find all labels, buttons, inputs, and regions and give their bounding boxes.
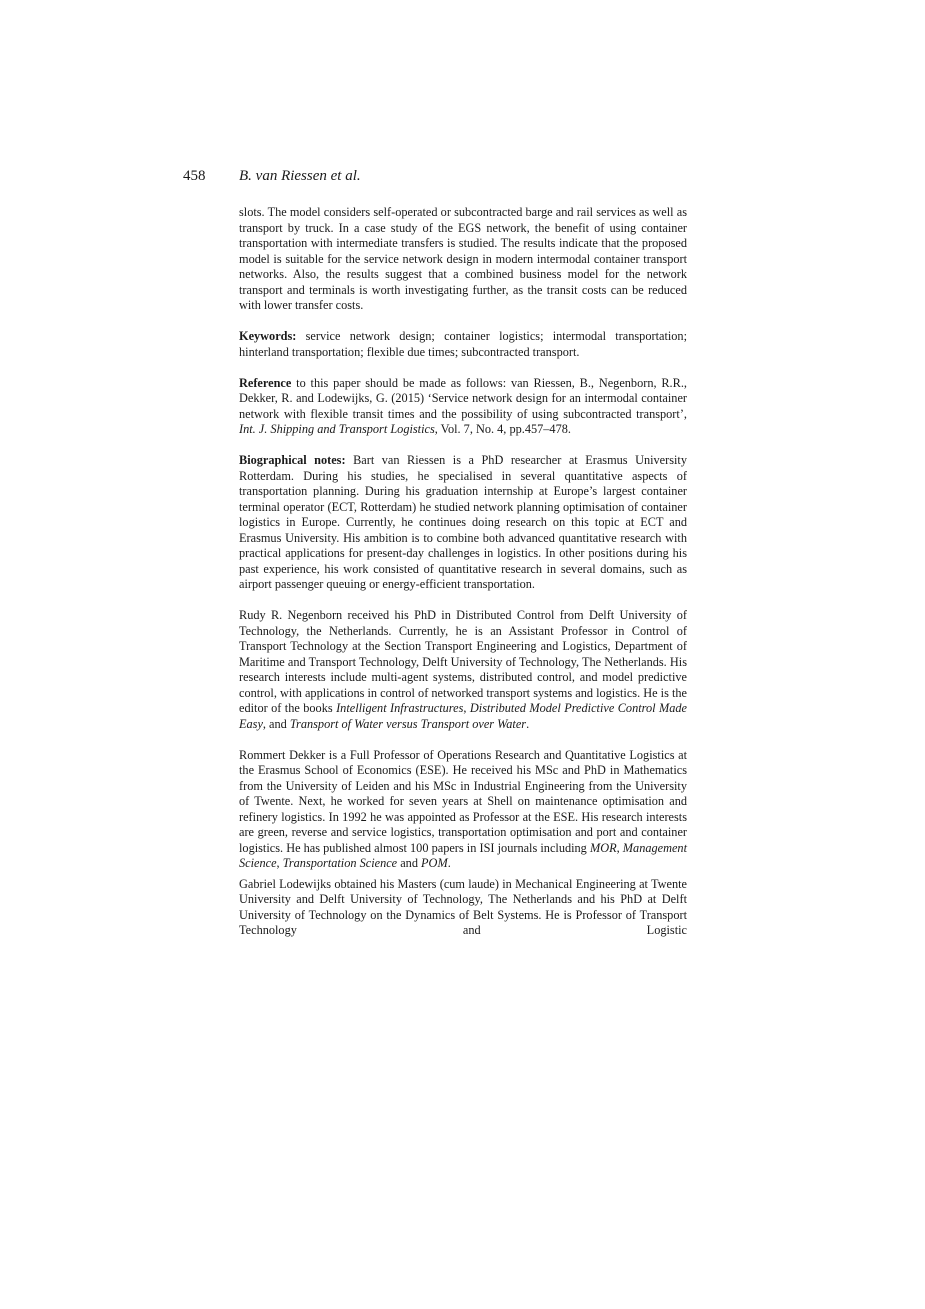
bio-dekker-text: Rommert Dekker is a Full Professor of Operations Research and Quantitative Logistics at the Erasmus School of Economics (ESE). He received his MSc and PhD in Mathematics from the University of Leiden and his MSc in Industrial Engineering from the University of Twente. Next, he worked for seven years at Shell on maintenance optimisation and refinery logistics. In 1992 he was appointed as Professor at the ESE. His research interests are green, reverse and service logistics, transportation optimisation and port and container logistics. He has published almost 100 papers in ISI journals including (239, 747, 687, 855)
bio-riessen-text: Bart van Riessen is a PhD researcher at Erasmus University Rotterdam. During his studies, he specialised in several quantitative aspects of transportation planning. During his graduation internship at Europe’s largest container terminal operator (ECT, Rotterdam) he studied network planning optimisation of container logistics in Europe. Currently, he continues doing research on this topic at ECT and Erasmus University. His ambition is to combine both advanced quantitative research with practical applications for present-day challenges in logistics. In other positions during his past experience, his work consisted of quantitative research in several domains, such as airport passenger queuing or energy-efficient transportation. (239, 453, 687, 591)
abstract-continuation (239, 205, 687, 314)
journal-transportation-science: Transportation Science (282, 856, 398, 870)
book-title-1: Intelligent Infrastructures (336, 701, 464, 715)
page-header (183, 166, 361, 186)
bio-label: Biographical notes: (239, 453, 346, 467)
journal-pom: POM (421, 856, 448, 870)
bio-negenborn-text: Rudy R. Negenborn received his PhD in Distributed Control from Delft University of Technology, the Netherlands. Currently, he is an Assistant Professor in Control of Transport Technology at the Section Transport Engineering and Logistics, Department of Maritime and Transport Technology, Delft University of Technology, The Netherlands. His research interests include multi-agent systems, distributed control, and model predictive control, with applications in control of networked transport systems and logistics. He is the editor of the books (239, 608, 687, 715)
bio-riessen (239, 453, 687, 593)
bio-negenborn (239, 608, 687, 732)
period: . (526, 716, 530, 731)
reference-details: , Vol. 7, No. 4, pp.457–478. (434, 422, 571, 436)
book-title-3: Transport of Water versus Transport over Water (289, 716, 527, 731)
separator: , (463, 701, 470, 715)
keywords-paragraph (239, 329, 687, 360)
body-text (239, 205, 687, 939)
separator: , and (262, 716, 290, 731)
book-title-2: Distributed Model Predictive Control Made Easy (239, 701, 687, 731)
separator: , (616, 840, 623, 855)
separator: and (397, 856, 422, 870)
bio-lodewijks (239, 877, 687, 939)
bio-lodewijks-text: Gabriel Lodewijks obtained his Masters (cum laude) in Mechanical Engineering at Twente University and Delft University of Technology, The Netherlands and his PhD at Delft University of Technology on the Dynamics of Belt Systems. He is Professor of Transport Technology and Logistic (239, 876, 687, 937)
period: . (447, 856, 451, 870)
reference-paragraph (239, 376, 687, 438)
abstract-text: slots. The model considers self-operated or subcontracted barge and rail services as well as transport by truck. In a case study of the EGS network, the benefit of using container transportation with intermediate transfers is studied. The results indicate that the proposed model is suitable for the service network design in modern intermodal container transport networks. Also, the results suggest that a combined business model for the network transport and terminals is worth investigating further, as the transit costs can be reduced with lower transfer costs. (239, 205, 687, 312)
bio-dekker (239, 748, 687, 872)
journal-management-science: Management Science (239, 840, 687, 870)
reference-journal: Int. J. Shipping and Transport Logistics (239, 422, 435, 436)
journal-mor: MOR (589, 840, 617, 855)
page-number: 458 (183, 168, 206, 184)
keywords-text: service network design; container logistics; intermodal transportation; hinterland transportation; flexible due times; subcontracted transport. (239, 329, 687, 359)
reference-label: Reference (239, 375, 292, 390)
keywords-label: Keywords: (239, 329, 297, 343)
running-head: B. van Riessen et al. (239, 168, 361, 184)
separator: , (276, 856, 283, 870)
reference-text: to this paper should be made as follows: van Riessen, B., Negenborn, R.R., Dekker, R. and Lodewijks, G. (2015) ‘Service network design for an intermodal container network with flexible transit times and the possibility of using subcontracted transport’, (239, 375, 687, 421)
